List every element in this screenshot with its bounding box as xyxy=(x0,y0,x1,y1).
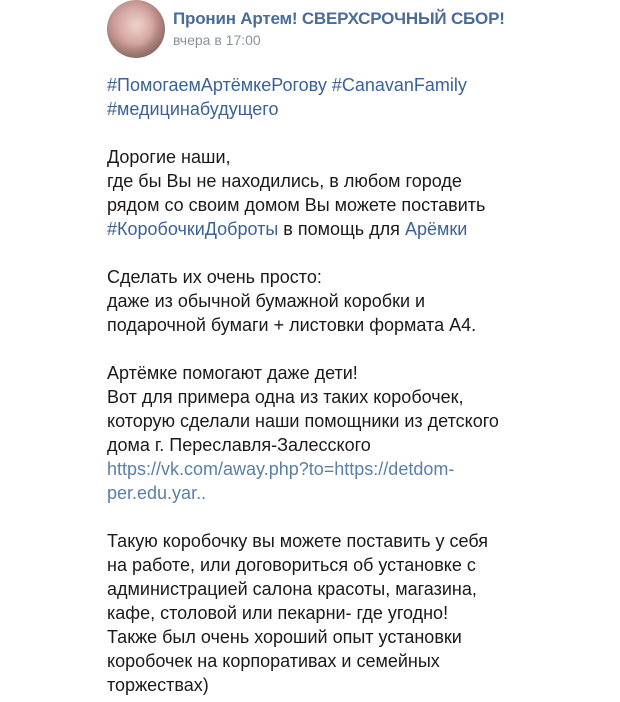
text-line: коробочек на корпоративах и семейных xyxy=(107,651,440,671)
text-line: даже из обычной бумажной коробки и xyxy=(107,291,426,311)
text-line: администрацией салона красоты, магазина, xyxy=(107,579,477,599)
text-line xyxy=(107,481,607,505)
text-line: Такую коробочку вы можете поставить у себя xyxy=(107,531,488,551)
hashtag-link[interactable]: #КоробочкиДоброты xyxy=(107,219,279,239)
paragraph-gap xyxy=(107,241,607,265)
external-link[interactable]: https://vk.com/away.php?to=https://detdom- xyxy=(107,459,455,479)
text-fragment: в помощь для xyxy=(278,219,405,239)
text-line: Артёмке помогают даже дети! xyxy=(107,363,358,383)
paragraph-gap xyxy=(107,505,607,529)
text-line: которую сделали наши помощники из детского xyxy=(107,411,499,431)
paragraph-gap xyxy=(107,337,607,361)
hashtag-link[interactable]: #CanavanFamily xyxy=(331,75,467,95)
post-text xyxy=(107,73,607,697)
post-header xyxy=(107,0,607,60)
post-time[interactable]: вчера в 17:00 xyxy=(173,32,261,48)
post-author[interactable]: Пронин Артем! СВЕРХСРОЧНЫЙ СБОР! xyxy=(173,9,505,28)
avatar-image xyxy=(119,8,153,46)
text-line: дома г. Переславля-Залесского xyxy=(107,435,371,455)
text-line: Вот для примера одна из таких коробочек, xyxy=(107,387,464,407)
text-line: торжествах) xyxy=(107,675,209,695)
text-line: на работе, или договориться об установке с xyxy=(107,555,476,575)
external-link[interactable]: per.edu.yar.. xyxy=(107,483,207,503)
text-line: Сделать их очень просто: xyxy=(107,267,322,287)
text-line xyxy=(107,217,607,241)
text-line: Дорогие наши, xyxy=(107,147,231,167)
mention-link[interactable]: Арёмки xyxy=(404,219,468,239)
hashtag-link[interactable]: #ПомогаемАртёмкеРогову xyxy=(107,75,327,95)
text-line: Также был очень хороший опыт установки xyxy=(107,627,462,647)
text-line: подарочной бумаги + листовки формата А4. xyxy=(107,315,477,335)
avatar[interactable] xyxy=(107,0,165,58)
hashtag-line xyxy=(107,97,607,121)
text-line: где бы Вы не находились, в любом городе xyxy=(107,171,462,191)
hashtag-link[interactable]: #медицинабудущего xyxy=(107,99,279,119)
text-line xyxy=(107,457,607,481)
paragraph-gap xyxy=(107,121,607,145)
hashtag-line xyxy=(107,73,607,97)
text-line: рядом со своим домом Вы можете поставить xyxy=(107,195,486,215)
text-line: кафе, столовой или пекарни- где угодно! xyxy=(107,603,449,623)
